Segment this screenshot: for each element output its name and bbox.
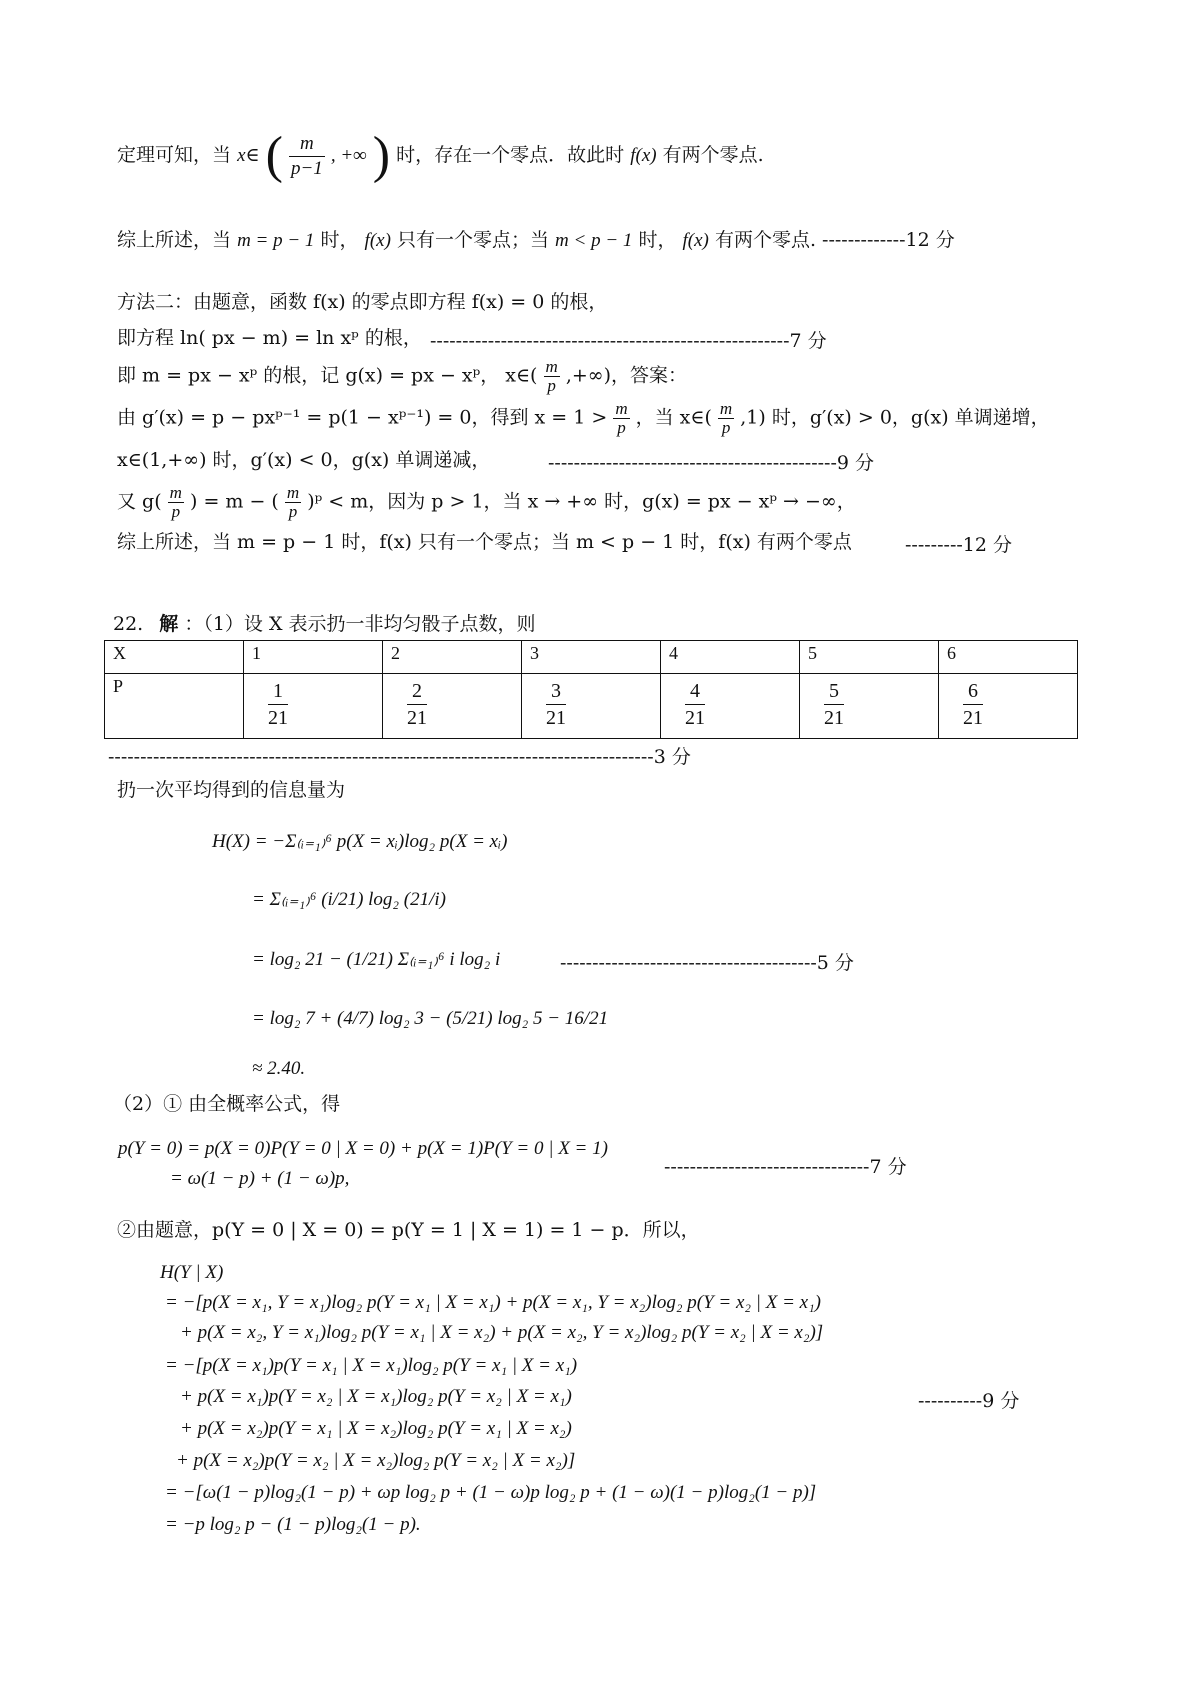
text-span: 综上所述，当 xyxy=(117,229,232,251)
fraction xyxy=(963,678,983,731)
denominator: p xyxy=(171,502,181,521)
equation-line: H(Y | X) xyxy=(160,1262,224,1283)
math-expression: f(x) xyxy=(630,145,657,166)
text-span: ,+∞)，答案： xyxy=(565,364,688,387)
text-span: ,1) 时，g′(x) > 0，g(x) 单调递增， xyxy=(740,406,1050,429)
denominator: p xyxy=(288,502,298,521)
text-line: （2）① 由全概率公式，得 xyxy=(113,1093,341,1115)
equation-line: = Σ₍ᵢ₌₁₎⁶ (i/21) log₂ (21/i) xyxy=(252,889,446,910)
fraction xyxy=(285,484,301,521)
text-span: 有两个零点. xyxy=(662,144,764,166)
numerator: m xyxy=(286,483,300,502)
math-expression: , +∞ xyxy=(330,145,367,166)
denominator: 21 xyxy=(268,707,288,729)
table-row xyxy=(105,641,1078,674)
fraction xyxy=(546,678,566,731)
text-line xyxy=(117,228,955,253)
text-line: 扔一次平均得到的信息量为 xyxy=(117,779,346,801)
math-expression: m = p − 1 xyxy=(237,230,315,251)
score-marker: -------------------------------------------------------------------------------------3 分 xyxy=(108,746,691,768)
question-number: 22. xyxy=(113,613,144,635)
fraction xyxy=(168,484,184,521)
text-span: ) = m − ( xyxy=(190,490,279,513)
text-line: 方法二：由题意，函数 f(x) 的零点即方程 f(x) = 0 的根， xyxy=(117,291,608,313)
numerator: 3 xyxy=(546,678,566,705)
table-cell: 1 xyxy=(244,641,383,674)
text-span: 有两个零点. xyxy=(714,229,816,251)
table-cell: P xyxy=(105,674,244,739)
fraction xyxy=(824,678,844,731)
equation-line: H(X) = −Σ₍ᵢ₌₁₎⁶ p(X = xᵢ)log₂ p(X = xᵢ) xyxy=(212,831,508,852)
denominator: p−1 xyxy=(290,157,323,179)
math-expression: f(x) xyxy=(682,230,709,251)
denominator: 21 xyxy=(546,707,566,729)
denominator: 21 xyxy=(685,707,705,729)
denominator: p xyxy=(547,376,556,395)
denominator: p xyxy=(721,418,731,437)
table-cell: 4 xyxy=(661,641,800,674)
fraction xyxy=(685,678,705,731)
text-span: x∈( xyxy=(505,364,538,387)
equation-line: = −p log₂ p − (1 − p)log₂(1 − p). xyxy=(165,1514,421,1535)
score-marker: -------------12 分 xyxy=(822,229,955,251)
denominator: 21 xyxy=(963,707,983,729)
text-span: )ᵖ < m，因为 p > 1，当 x → +∞ 时，g(x) = px − xᵖ → −∞， xyxy=(307,490,856,513)
distribution-table xyxy=(104,640,1078,739)
numerator: m xyxy=(289,132,325,157)
text-line xyxy=(117,358,687,395)
table-cell: 2 xyxy=(383,641,522,674)
numerator: m xyxy=(545,357,558,376)
table-row xyxy=(105,674,1078,739)
text-line xyxy=(117,484,856,521)
fraction xyxy=(268,678,288,731)
text-line xyxy=(117,127,764,184)
numerator: 6 xyxy=(963,678,983,705)
score-marker: --------------------------------7 分 xyxy=(664,1156,907,1178)
table-cell: 5 xyxy=(800,641,939,674)
table-cell xyxy=(383,674,522,739)
numerator: 1 xyxy=(268,678,288,705)
equation-line: + p(X = x₂, Y = x₁)log₂ p(Y = x₁ | X = x₂) + p(X = x₂, Y = x₂)log₂ p(Y = x₂ | X = x₂)] xyxy=(180,1322,824,1343)
score-marker: ---------------------------------------------9 分 xyxy=(548,452,875,474)
numerator: 5 xyxy=(824,678,844,705)
text-span: 时，存在一个零点．故此时 xyxy=(396,144,625,166)
equation-line: = log₂ 7 + (4/7) log₂ 3 − (5/21) log₂ 5 − 16/21 xyxy=(252,1008,609,1029)
denominator: 21 xyxy=(407,707,427,729)
equation-line: p(Y = 0) = p(X = 0)P(Y = 0 | X = 0) + p(X = 1)P(Y = 0 | X = 1) xyxy=(118,1138,608,1159)
table-cell xyxy=(244,674,383,739)
text-span: 时， xyxy=(320,229,359,251)
text-span: ：（1）设 X 表示扔一非均匀骰子点数，则 xyxy=(184,613,536,635)
fraction xyxy=(407,678,427,731)
right-paren: ) xyxy=(372,127,391,184)
score-marker: ----------9 分 xyxy=(918,1390,1020,1412)
equation-line: + p(X = x₁)p(Y = x₂ | X = x₁)log₂ p(Y = x₂ | X = x₁) xyxy=(180,1386,572,1407)
fraction xyxy=(718,400,734,437)
table-cell xyxy=(939,674,1078,739)
text-line: 综上所述，当 m = p − 1 时，f(x) 只有一个零点；当 m < p − 1 时，f(x) 有两个零点 xyxy=(117,531,852,553)
question-heading xyxy=(113,612,536,636)
numerator: m xyxy=(615,399,628,418)
text-span: ，当 x∈( xyxy=(635,406,712,429)
equation-line: = −[p(X = x₁, Y = x₁)log₂ p(Y = x₁ | X = x₁) + p(X = x₁, Y = x₂)log₂ p(Y = x₂ | X = x₁) xyxy=(165,1292,822,1313)
numerator: 4 xyxy=(685,678,705,705)
equation-line: = −[ω(1 − p)log₂(1 − p) + ωp log₂ p + (1 − ω)p log₂ p + (1 − ω)(1 − p)log₂(1 − p)] xyxy=(165,1482,817,1503)
table-cell: X xyxy=(105,641,244,674)
denominator: 21 xyxy=(824,707,844,729)
text-line: ②由题意，p(Y = 0 | X = 0) = p(Y = 1 | X = 1) = 1 − p．所以， xyxy=(117,1219,700,1241)
fraction xyxy=(613,400,629,437)
text-line: 即方程 ln( px − m) = ln xᵖ 的根， xyxy=(117,327,422,349)
text-span: 定理可知，当 xyxy=(117,144,232,166)
fraction xyxy=(544,358,560,395)
math-expression: m < p − 1 xyxy=(555,230,633,251)
table-cell xyxy=(661,674,800,739)
equation-line: = ω(1 − p) + (1 − ω)p, xyxy=(170,1168,350,1189)
equation-line: ≈ 2.40. xyxy=(252,1058,306,1079)
equation-line: + p(X = x₂)p(Y = x₁ | X = x₂)log₂ p(Y = x₁ | X = x₂) xyxy=(180,1418,572,1439)
equation-line: + p(X = x₂)p(Y = x₂ | X = x₂)log₂ p(Y = x₂ | X = x₂)] xyxy=(176,1450,576,1471)
text-span: 又 g( xyxy=(117,490,162,513)
numerator: 2 xyxy=(407,678,427,705)
solution-label: 解 xyxy=(159,613,179,635)
equation-line: = log₂ 21 − (1/21) Σ₍ᵢ₌₁₎⁶ i log₂ i xyxy=(252,949,501,970)
numerator: m xyxy=(169,483,182,502)
left-paren: ( xyxy=(265,127,283,184)
math-expression: f(x) xyxy=(364,230,391,251)
fraction xyxy=(289,132,325,181)
text-span: 只有一个零点；当 xyxy=(396,229,549,251)
table-cell: 6 xyxy=(939,641,1078,674)
text-span: 即 m = px − xᵖ 的根，记 g(x) = px − xᵖ， xyxy=(117,364,500,387)
equation-line: = −[p(X = x₁)p(Y = x₁ | X = x₁)log₂ p(Y = x₁ | X = x₁) xyxy=(165,1355,578,1376)
score-marker: ----------------------------------------5 分 xyxy=(560,952,854,974)
table-cell xyxy=(800,674,939,739)
table-cell xyxy=(522,674,661,739)
text-span: 时， xyxy=(638,229,677,251)
text-line: x∈(1,+∞) 时，g′(x) < 0，g(x) 单调递减， xyxy=(117,449,491,471)
math-expression: x∈ xyxy=(237,145,260,166)
text-span: 由 g′(x) = p − pxᵖ⁻¹ = p(1 − xᵖ⁻¹) = 0，得到 x = 1 > xyxy=(117,406,608,429)
table-cell: 3 xyxy=(522,641,661,674)
numerator: m xyxy=(719,399,733,418)
denominator: p xyxy=(617,418,626,437)
score-marker: --------------------------------------------------------7 分 xyxy=(430,330,827,352)
text-line xyxy=(117,400,1050,437)
score-marker: ---------12 分 xyxy=(905,534,1012,556)
